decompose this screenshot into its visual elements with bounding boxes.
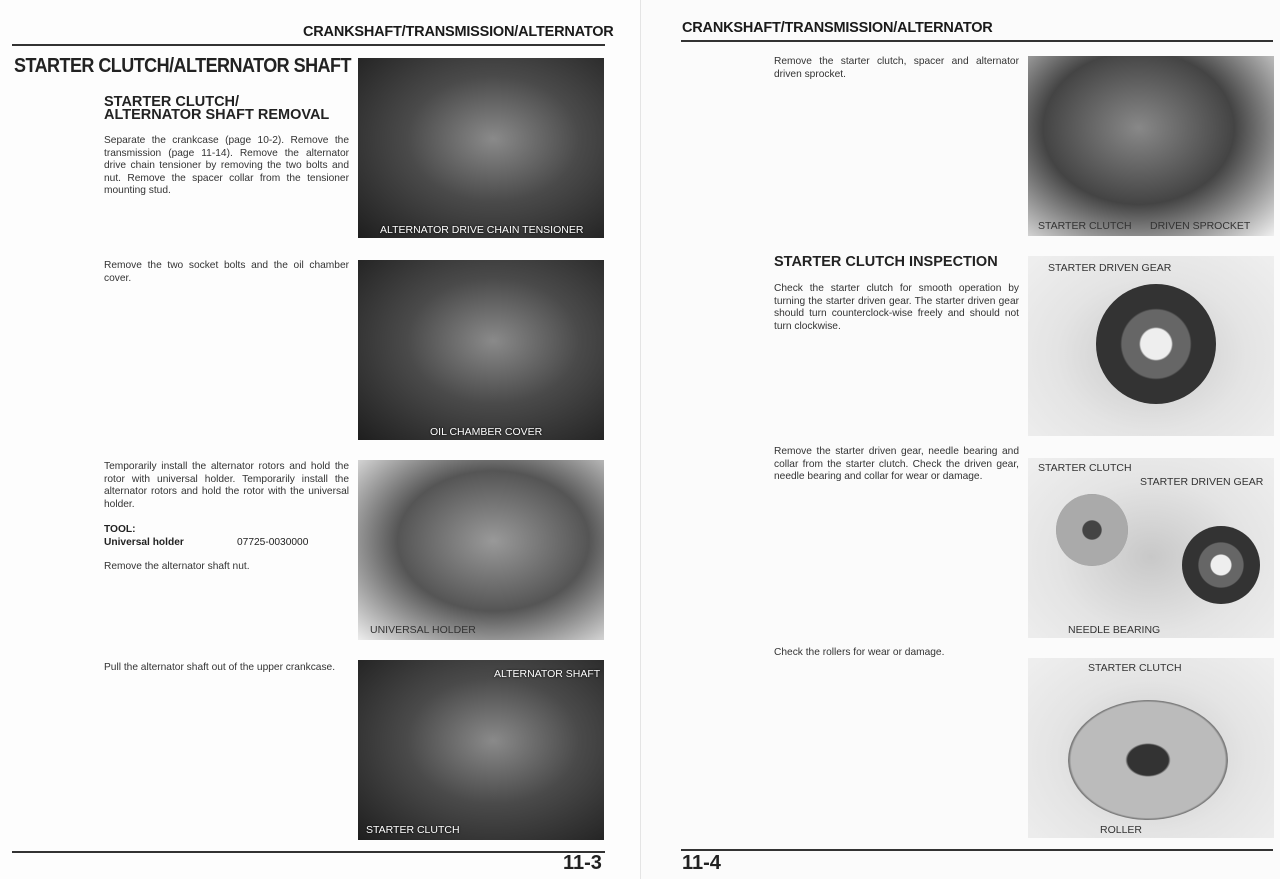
section-heading-line2: ALTERNATOR SHAFT REMOVAL: [104, 107, 330, 123]
clutch-image: [1056, 494, 1128, 566]
section-heading: STARTER CLUTCH INSPECTION: [774, 254, 998, 270]
figure-label: ALTERNATOR DRIVE CHAIN TENSIONER: [380, 224, 584, 236]
gear-image: [1182, 526, 1260, 604]
figure-label: STARTER DRIVEN GEAR: [1140, 476, 1264, 488]
figure-label: DRIVEN SPROCKET: [1150, 220, 1251, 232]
tool-name: Universal holder: [104, 537, 184, 548]
figure-label: ROLLER: [1100, 824, 1143, 836]
running-header: CRANKSHAFT/TRANSMISSION/ALTERNATOR: [303, 24, 614, 40]
section-heading-line1: STARTER CLUTCH/: [104, 94, 240, 110]
step-text: Check the rollers for wear or damage.: [774, 647, 945, 658]
figure-starter-clutch-removal: [1028, 56, 1274, 236]
step-text: Pull the alternator shaft out of the upper crankcase.: [104, 662, 336, 673]
figure-label: ALTERNATOR SHAFT: [494, 668, 601, 680]
figure-label: STARTER CLUTCH: [1038, 220, 1132, 232]
header-rule: [681, 40, 1273, 42]
figure-label: UNIVERSAL HOLDER: [370, 624, 476, 636]
figure-oil-chamber-cover: [358, 260, 604, 440]
figure-universal-holder: [358, 460, 604, 640]
footer-rule: [681, 849, 1273, 851]
page-title: STARTER CLUTCH/ALTERNATOR SHAFT: [14, 55, 351, 77]
figure-alternator-shaft: [358, 660, 604, 840]
figure-label: STARTER CLUTCH: [366, 824, 460, 836]
page-number: 11-4: [682, 852, 721, 874]
figure-label: STARTER DRIVEN GEAR: [1048, 262, 1172, 274]
header-rule: [12, 44, 605, 46]
clutch-image: [1068, 700, 1228, 820]
tool-number: 07725-0030000: [237, 537, 309, 548]
gear-image: [1096, 284, 1216, 404]
running-header: CRANKSHAFT/TRANSMISSION/ALTERNATOR: [682, 20, 993, 36]
step-text: Remove the starter clutch, spacer and alternator driven sprocket.: [774, 56, 1019, 80]
right-page: [640, 0, 1280, 879]
figure-label: NEEDLE BEARING: [1068, 624, 1161, 636]
tool-heading: TOOL:: [104, 524, 136, 535]
step-text: Remove the starter driven gear, needle bearing and collar from the starter clutch. Check the driven gear, needle bearing and collar for wear or damage.: [774, 446, 1019, 483]
step-text: Separate the crankcase (page 10-2). Remove the transmission (page 11-14). Remove the alternator drive chain tensioner by removing the two bolts and nut. Remove the spacer collar from the tensioner mounting stud.: [104, 135, 349, 197]
step-text: Temporarily install the alternator rotors and hold the rotor with universal holder. Temporarily install the alternator rotors and hold the rotor with the universal holder.: [104, 461, 349, 510]
footer-rule: [12, 851, 605, 853]
figure-label: OIL CHAMBER COVER: [430, 426, 543, 438]
figure-driven-gear-check: [1028, 256, 1274, 436]
figure-chain-tensioner: [358, 58, 604, 238]
figure-label: STARTER CLUTCH: [1088, 662, 1182, 674]
figure-clutch-parts: [1028, 458, 1274, 638]
step-text: Remove the alternator shaft nut.: [104, 561, 250, 572]
figure-rollers: [1028, 658, 1274, 838]
step-text: Remove the two socket bolts and the oil chamber cover.: [104, 260, 349, 284]
step-text: Check the starter clutch for smooth operation by turning the starter driven gear. The starter driven gear should turn counterclock-wise freely and should not turn clockwise.: [774, 283, 1019, 332]
page-number: 11-3: [563, 852, 602, 874]
figure-label: STARTER CLUTCH: [1038, 462, 1132, 474]
